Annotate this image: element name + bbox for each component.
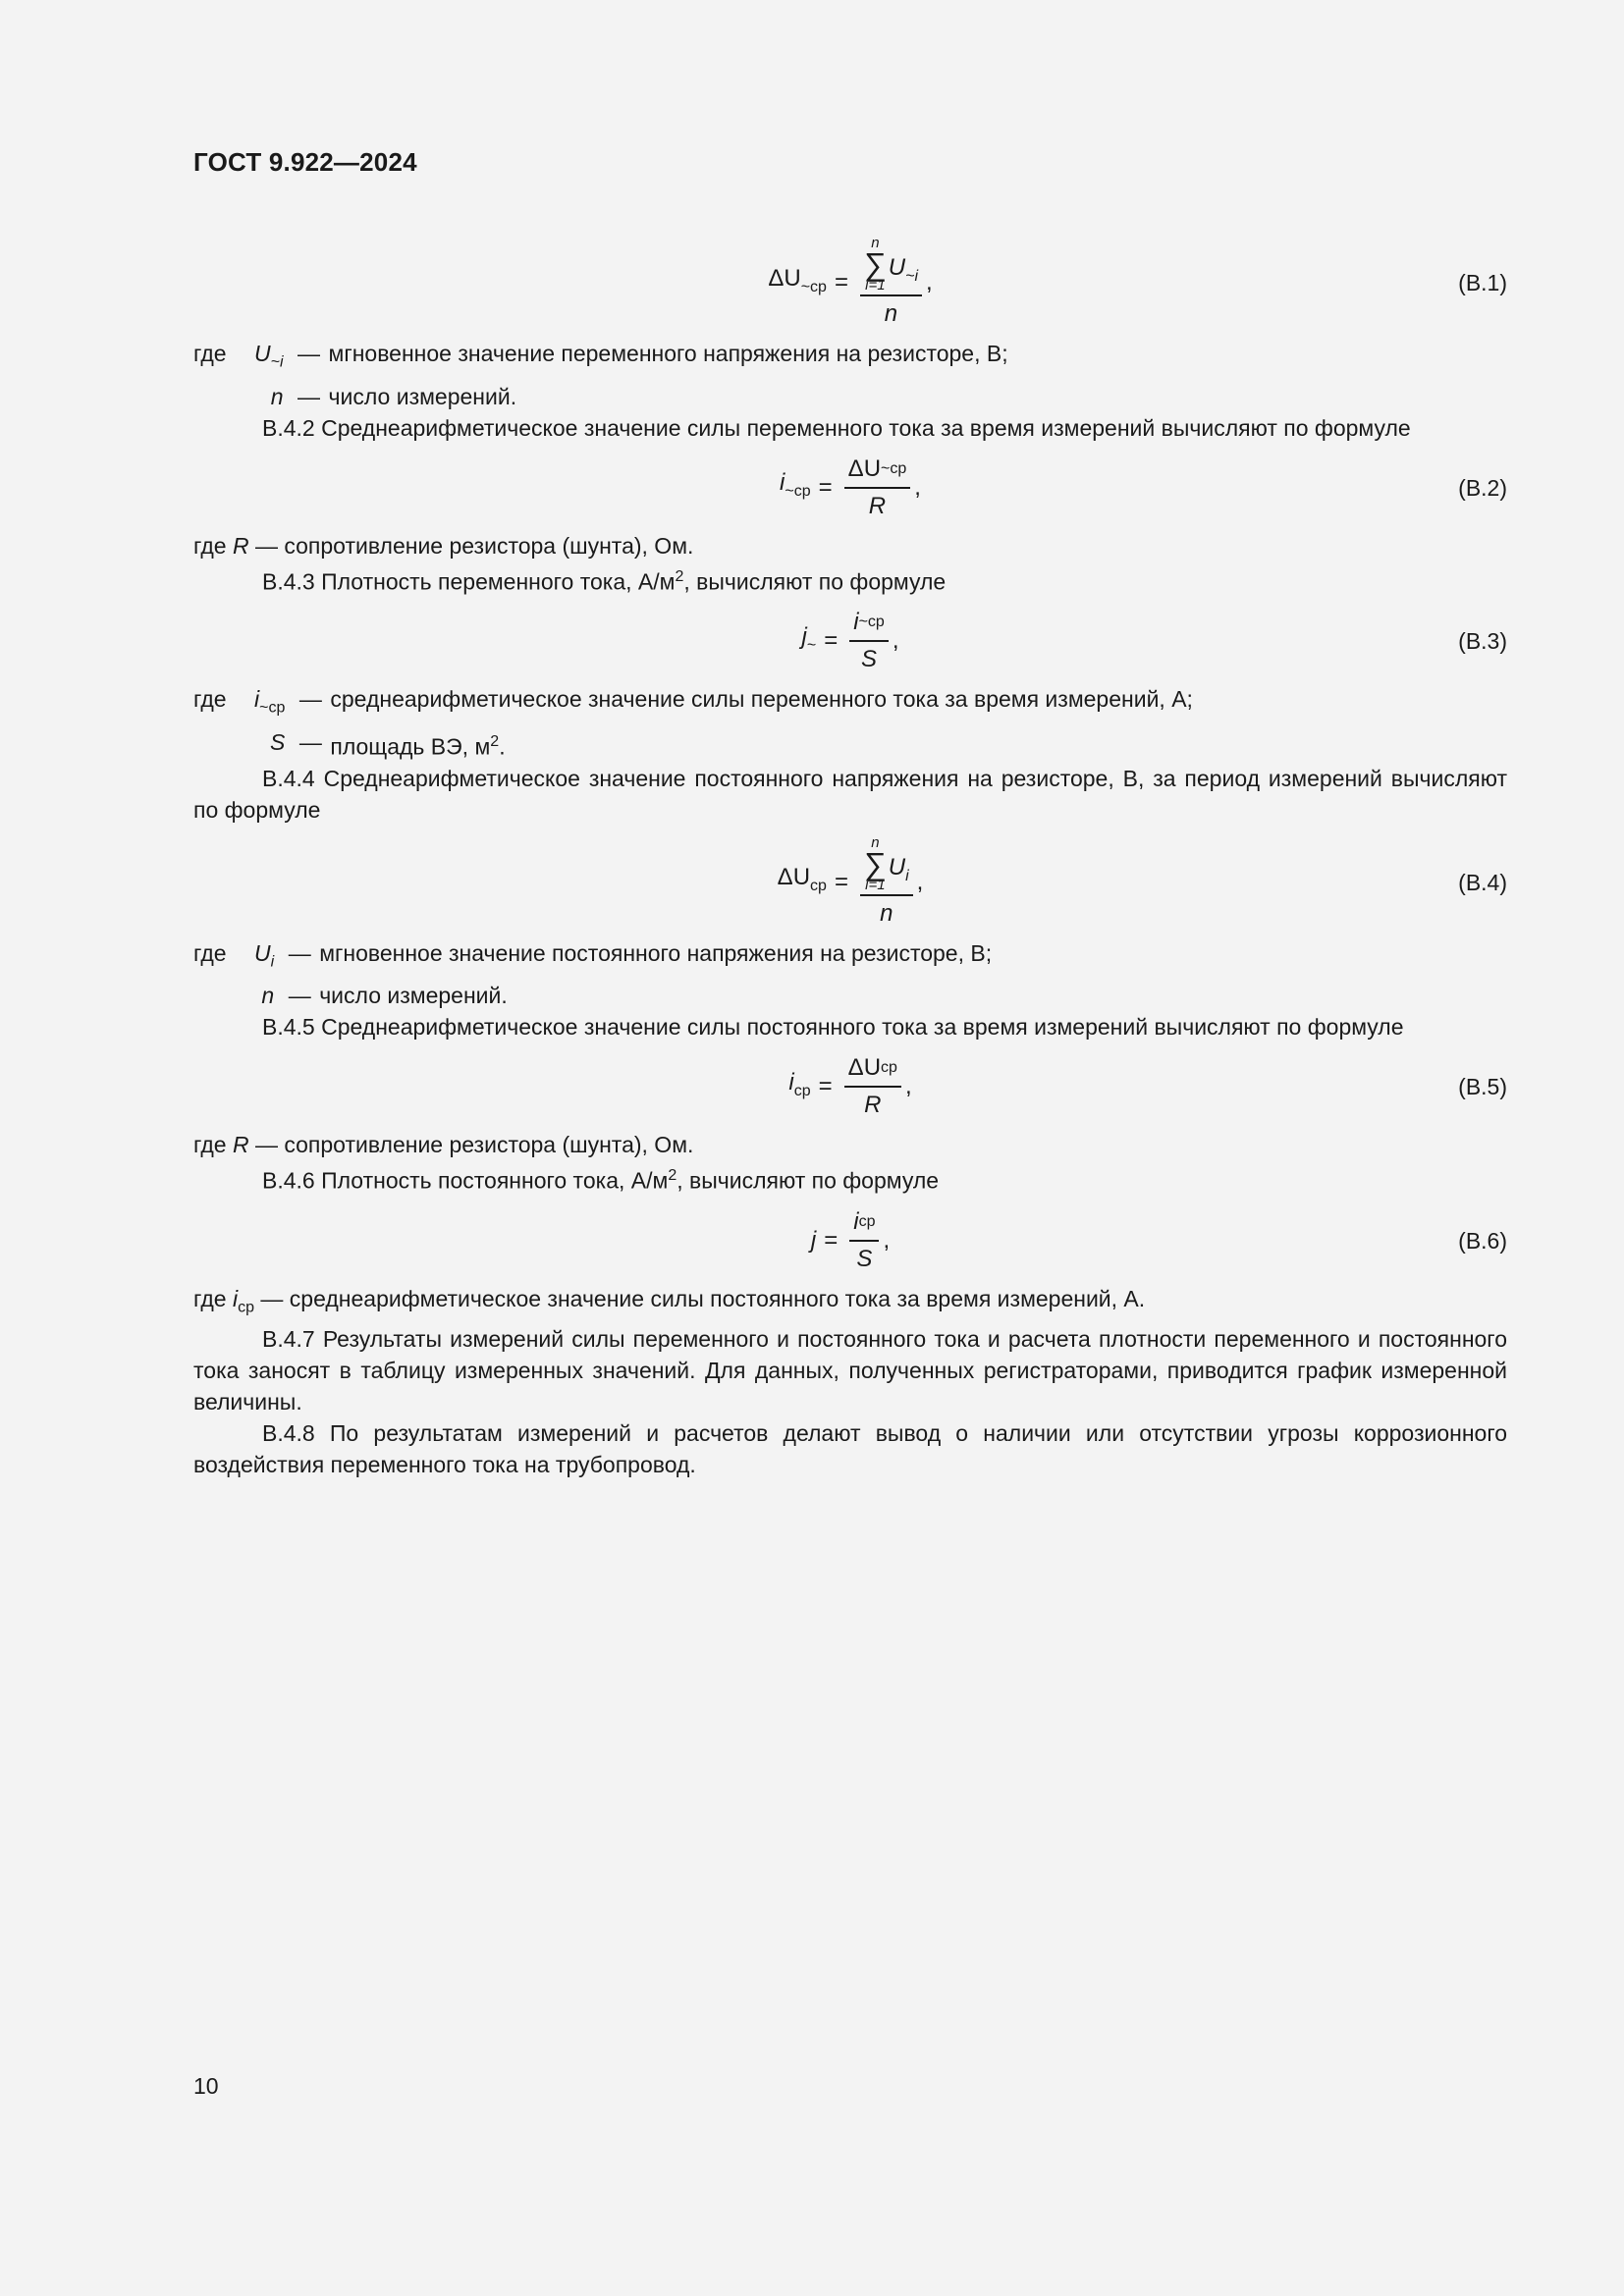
page-number: 10 <box>193 2073 219 2099</box>
formula-b6-number: (В.6) <box>1458 1227 1507 1254</box>
where-symbol: i <box>254 686 260 713</box>
where-i-line <box>193 1283 1507 1324</box>
formula-b4: $\Delta U_{ср}$ = n ∑ i=1 $U_i$ n , (В.4) <box>193 835 1507 930</box>
where-symbol: R <box>232 1132 249 1158</box>
formula-b1: $\Delta U_{\sim ср}$ = n ∑ i=1 $U_{\sim i}$ n , (В.1) <box>193 236 1507 330</box>
where-description-end: . <box>499 733 506 760</box>
paragraph-b47: В.4.7 Результаты измерений силы переменного и постоянного тока и расчета плотности переменного и постоянного тока заносят в таблицу измеренных значений. Для данных, полученных регистраторами, приводится график измеренной величины. <box>193 1326 1507 1415</box>
where-description: среднеарифметическое значение силы переменного тока за время измерений, А; <box>330 686 1193 713</box>
where-description: число измерений. <box>319 983 508 1009</box>
formula-b1-sum-top: n <box>871 235 880 251</box>
formula-b3-num-sub: ~ср <box>858 614 885 631</box>
formula-b4-num: U <box>888 853 906 881</box>
where-dash: — <box>298 341 321 366</box>
where-block-3 <box>193 937 1507 1012</box>
where-symbol: R <box>232 532 249 559</box>
formula-b5-den: R <box>864 1092 882 1119</box>
formula-b1-number: (В.1) <box>1458 270 1507 295</box>
where-symbol-sub: i <box>270 953 275 971</box>
where-label: где <box>193 341 227 366</box>
formula-b6-lhs: j <box>810 1226 817 1254</box>
formula-b2-den: R <box>868 492 887 519</box>
where-block-1 <box>193 338 1507 412</box>
formula-b6-num: i <box>853 1207 859 1235</box>
where-description: число измерений. <box>328 383 517 409</box>
formula-b2-number: (В.2) <box>1458 474 1507 501</box>
formula-b2-num: ΔU <box>847 454 882 482</box>
where-description: — сопротивление резистора (шунта), Ом. <box>248 532 694 559</box>
where-symbol: U <box>254 939 271 966</box>
formula-b5-lhs-sub: ср <box>793 1082 811 1099</box>
where-dash: — <box>288 983 311 1009</box>
where-description: мгновенное значение постоянного напряжения на резисторе, В; <box>319 939 993 966</box>
formula-b1-lhs-sub: ~ср <box>800 278 827 295</box>
formula-b3-lhs: j <box>801 622 807 650</box>
where-r-line-1 <box>193 530 1507 561</box>
formula-b1-sum-bottom: i=1 <box>865 277 886 294</box>
where-label: где <box>193 686 227 713</box>
paragraph-b48: В.4.8 По результатам измерений и расчетов делают вывод о наличии или отсутствии угрозы коррозионного воздействия переменного тока на трубопровод. <box>193 1420 1507 1478</box>
where-symbol-sub: ~i <box>270 353 284 371</box>
where-symbol: U <box>254 341 271 366</box>
paragraph-b43-text: В.4.3 Плотность переменного тока, А/м <box>262 568 676 595</box>
formula-b3-number: (В.3) <box>1458 628 1507 655</box>
where-description-sup: 2 <box>490 732 500 750</box>
formula-b5-num-sub: ср <box>881 1059 897 1077</box>
formula-b3-num: i <box>853 609 859 636</box>
where-label: где <box>193 1132 233 1158</box>
formula-b1-num-sub: ~i <box>905 268 919 285</box>
where-dash: — <box>288 939 311 966</box>
document-header: ГОСТ 9.922—2024 <box>193 147 417 177</box>
formula-b4-lhs: ΔU <box>777 864 811 891</box>
formula-b4-number: (В.4) <box>1458 869 1507 895</box>
formula-b5-num: ΔU <box>847 1054 882 1082</box>
where-dash: — <box>298 383 321 409</box>
paragraph-b46-sup: 2 <box>668 1167 677 1185</box>
where-symbol: n <box>261 983 275 1009</box>
formula-b4-sum-top: n <box>871 833 880 851</box>
formula-b2-lhs-sub: ~ср <box>785 482 811 500</box>
where-symbol-sub: ср <box>238 1299 254 1316</box>
formula-b1-den: n <box>884 300 898 327</box>
paragraph-b46 <box>193 1160 1507 1197</box>
formula-b4-den: n <box>880 899 893 927</box>
where-symbol-sub: ~ср <box>259 699 286 717</box>
formula-b4-num-sub: i <box>905 867 909 884</box>
formula-b2-num-sub: ~ср <box>881 459 907 477</box>
formula-b3: $j_\sim$ = i ~ср S , (В.3) <box>193 607 1507 675</box>
paragraph-b43-text-end: , вычисляют по формуле <box>683 568 947 595</box>
where-block-2 <box>193 683 1507 762</box>
where-dash: — <box>298 728 322 755</box>
where-label: где <box>193 1285 233 1311</box>
where-label: где <box>193 532 233 559</box>
formula-b5: $i_{ср}$ = ΔU ср R , (В.5) <box>193 1052 1507 1121</box>
formula-b3-den: S <box>861 646 878 673</box>
where-label: где <box>193 939 227 966</box>
paragraph-b46-text: В.4.6 Плотность постоянного тока, А/м <box>262 1167 669 1194</box>
where-description: — среднеарифметическое значение силы постоянного тока за время измерений, А. <box>254 1285 1146 1311</box>
formula-b3-lhs-sub: ~ <box>806 636 817 654</box>
paragraph-b42: В.4.2 Среднеарифметическое значение силы переменного тока за время измерений вычисляют по формуле <box>262 414 1411 441</box>
formula-b2-lhs: i <box>780 469 785 497</box>
formula-b6-den: S <box>856 1245 873 1272</box>
paragraph-b43 <box>193 561 1507 598</box>
document-body <box>193 226 1507 1480</box>
formula-b5-number: (В.5) <box>1458 1074 1507 1100</box>
paragraph-b45: В.4.5 Среднеарифметическое значение силы постоянного тока за время измерений вычисляют по формуле <box>262 1014 1404 1041</box>
where-symbol: S <box>270 728 286 755</box>
formula-b1-lhs: ΔU <box>768 264 801 292</box>
where-description: площадь ВЭ, м <box>330 733 491 760</box>
paragraph-b43-sup: 2 <box>675 567 684 585</box>
formula-b6-num-sub: ср <box>858 1212 876 1230</box>
where-description: — сопротивление резистора (шунта), Ом. <box>248 1132 694 1158</box>
where-r-line-2 <box>193 1129 1507 1160</box>
where-description: мгновенное значение переменного напряжения на резисторе, В; <box>328 341 1008 366</box>
formula-b5-lhs: i <box>788 1068 794 1095</box>
paragraph-b46-text-end: , вычисляют по формуле <box>677 1167 940 1194</box>
formula-b4-sum-bottom: i=1 <box>865 876 886 893</box>
formula-b4-lhs-sub: ср <box>810 877 827 894</box>
where-symbol: i <box>232 1285 239 1311</box>
formula-b1-num: U <box>888 254 906 282</box>
where-symbol: n <box>270 383 284 409</box>
where-dash: — <box>298 686 322 713</box>
formula-b2: $i_{\sim ср}$ = ΔU ~ср R , (В.2) <box>193 454 1507 522</box>
formula-b6: j = i ср S , (В.6) <box>193 1206 1507 1275</box>
paragraph-b44: В.4.4 Среднеарифметическое значение постоянного напряжения на резисторе, В, за период измерений вычисляют по формуле <box>193 765 1507 823</box>
